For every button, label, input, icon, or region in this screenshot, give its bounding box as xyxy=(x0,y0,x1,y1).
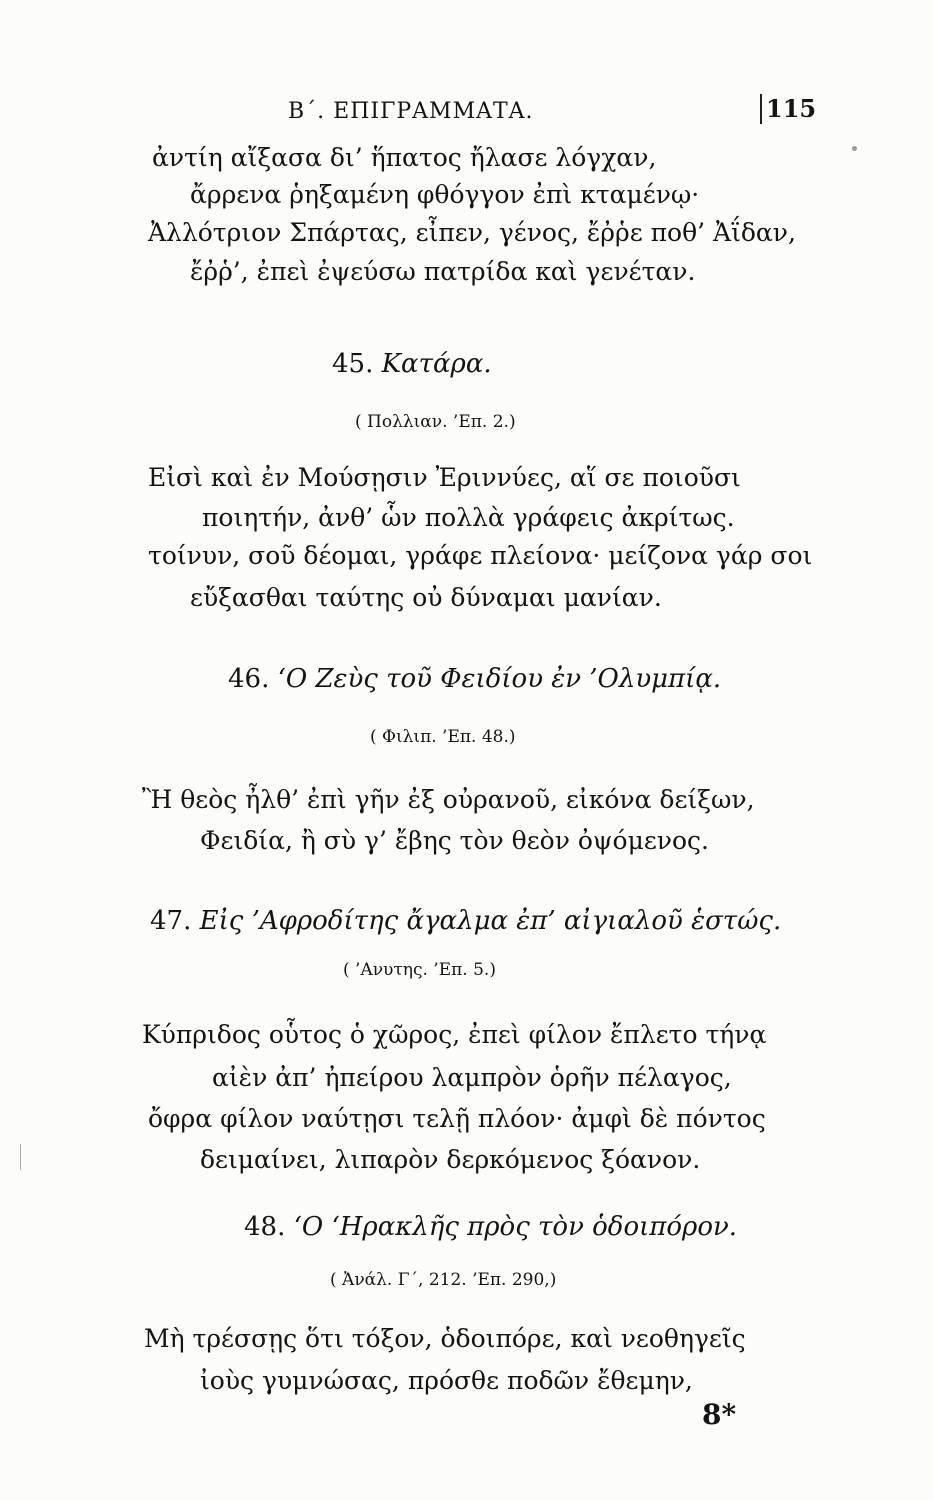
verse-line: Μὴ τρέσσῃς ὅτι τόξον, ὁδοιπόρε, καὶ νεοθηγεῖς xyxy=(144,1324,746,1353)
epigram-source: ( Φιλιπ. ’Επ. 48.) xyxy=(370,727,516,747)
epigram-number: 47. xyxy=(150,906,192,936)
epigram-title: Κατάρα. xyxy=(381,349,492,379)
verse-line: Εἰσὶ καὶ ἐν Μούσῃσιν Ἐριννύες, αἵ σε ποιοῦσι xyxy=(148,463,741,492)
epigram-number: 45. xyxy=(332,349,374,379)
epigram-heading xyxy=(244,1212,737,1242)
epigram-source: ( ’Ανυτης. ’Επ. 5.) xyxy=(343,960,496,980)
verse-line: εὔξασθαι ταύτης οὐ δύναμαι μανίαν. xyxy=(190,583,662,612)
epigram-title: Εἰς ’Αφροδίτης ἄγαλμα ἐπ’ αἰγιαλοῦ ἑστώς. xyxy=(199,906,782,936)
margin-mark xyxy=(20,1144,21,1170)
verse-line: Κύπριδος οὗτος ὁ χῶρος, ἐπεὶ φίλον ἔπλετο τήνᾳ xyxy=(142,1020,767,1049)
epigram-heading xyxy=(332,349,492,379)
page-number: 115 xyxy=(760,94,816,124)
verse-line: τοίνυν, σοῦ δέομαι, γράφε πλείονα· μείζονα γάρ σοι xyxy=(148,541,813,570)
verse-line: ἰοὺς γυμνώσας, πρόσθε ποδῶν ἔθεμην, xyxy=(200,1366,693,1395)
verse-line: Ἢ θεὸς ἦλθ’ ἐπὶ γῆν ἐξ οὐρανοῦ, εἰκόνα δείξων, xyxy=(142,785,755,814)
epigram-source: ( Ἀνάλ. Γ΄, 212. ’Επ. 290,) xyxy=(330,1270,557,1290)
epigram-number: 46. xyxy=(228,664,270,694)
running-head: Β΄. ΕΠΙΓΡΑΜΜΑΤΑ. xyxy=(288,99,534,124)
epigram-title: ‘Ο ‘Ηρακλῆς πρὸς τὸν ὁδοιπόρον. xyxy=(293,1212,738,1242)
epigram-heading xyxy=(150,906,781,936)
verse-line: ἄρρενα ῥηξαμένη φθόγγον ἐπὶ κταμένῳ· xyxy=(190,180,700,209)
ink-speck xyxy=(852,146,857,151)
verse-line: ὄφρα φίλον ναύτῃσι τελῇ πλόον· ἀμφὶ δὲ πόντος xyxy=(148,1104,766,1133)
epigram-heading xyxy=(228,664,721,694)
epigram-number: 48. xyxy=(244,1212,286,1242)
epigram-title: ‘Ο Ζεὺς τοῦ Φειδίου ἐν ’Ολυμπίᾳ. xyxy=(277,664,722,694)
verse-line: ἔῤῥ’, ἐπεὶ ἐψεύσω πατρίδα καὶ γενέταν. xyxy=(190,257,696,286)
verse-line: ποιητήν, ἀνθ’ ὧν πολλὰ γράφεις ἀκρίτως. xyxy=(202,503,735,532)
verse-line: Ἀλλότριον Σπάρτας, εἶπεν, γένος, ἔῤῥε ποθ’ Ἀΐδαν, xyxy=(148,218,796,247)
verse-line: Φειδία, ἢ σὺ γ’ ἔβης τὸν θεὸν ὀψόμενος. xyxy=(200,826,709,855)
verse-line: δειμαίνει, λιπαρὸν δερκόμενος ξόανον. xyxy=(200,1145,701,1174)
epigram-source: ( Πολλιαν. ’Επ. 2.) xyxy=(355,412,516,432)
signature-mark: 8* xyxy=(702,1398,737,1431)
verse-line: αἰὲν ἀπ’ ἠπείρου λαμπρὸν ὁρῆν πέλαγος, xyxy=(212,1063,732,1092)
verse-line: ἀντίη αἴξασα δι’ ἥπατος ἤλασε λόγχαν, xyxy=(152,143,657,172)
